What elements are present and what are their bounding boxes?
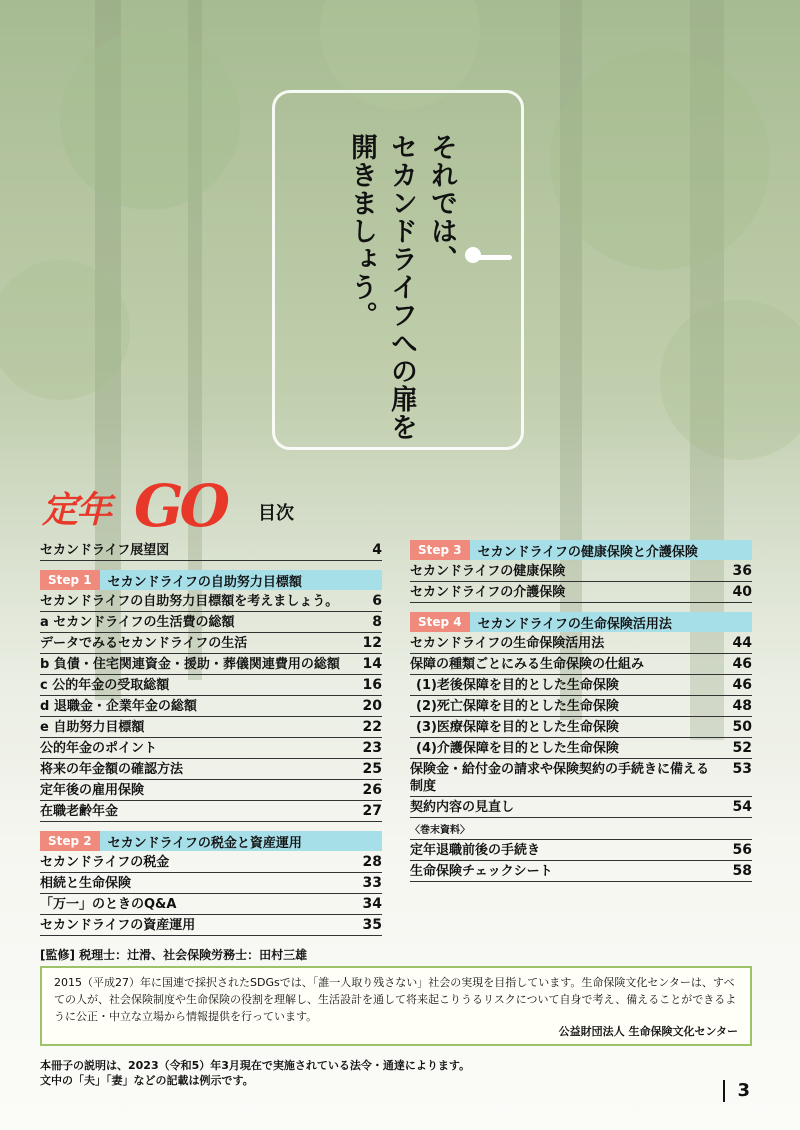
toc-entry-title: e 自助努力目標額 [40, 720, 145, 735]
toc-entry-page: 26 [362, 782, 382, 798]
toc-entry-title: 定年後の雇用保険 [40, 783, 145, 798]
toc-entry[interactable] [40, 738, 382, 759]
toc-entry[interactable] [410, 675, 752, 696]
toc-entry-title: a セカンドライフの生活費の総額 [40, 615, 235, 630]
toc-entry-page: 33 [362, 875, 382, 891]
toc-entry[interactable] [40, 873, 382, 894]
toc-entry-title: 保険金・給付金の請求や保険契約の手続きに備える制度 [410, 762, 710, 794]
toc-entry[interactable] [410, 717, 752, 738]
toc-entry[interactable] [40, 540, 382, 561]
toc-entry[interactable] [40, 894, 382, 915]
footnote [40, 1058, 470, 1088]
toc-entry-title: 保障の種類ごとにみる生命保険の仕組み [410, 657, 645, 672]
toc-entry-title: 将来の年金額の確認方法 [40, 762, 184, 777]
hero-heading [341, 133, 461, 441]
step-3-title: セカンドライフの健康保険と介護保険 [477, 544, 698, 560]
toc-entry-title: セカンドライフの健康保険 [410, 564, 566, 579]
step-3-tag: Step 3 [410, 540, 470, 560]
toc-entry-page: 46 [732, 677, 752, 693]
footnote-line-2: 文中の「夫」「妻」などの記載は例示です。 [40, 1074, 254, 1087]
toc-entry-title: セカンドライフの介護保険 [410, 585, 566, 600]
toc-entry-title: b 負債・住宅関連資金・援助・葬儀関連費用の総額 [40, 657, 340, 672]
appendix-note: 〈巻末資料〉 [410, 818, 752, 840]
toc-entry[interactable] [40, 633, 382, 654]
toc-entry-page: 44 [732, 635, 752, 651]
toc-entry-title: 定年退職前後の手続き [410, 843, 541, 858]
toc-right-column [410, 540, 752, 882]
toc-entry-title: (3)医療保障を目的とした生命保険 [416, 720, 619, 735]
toc-entry-page: 54 [732, 799, 752, 815]
toc-entry[interactable] [40, 801, 382, 822]
logo-kanji: 定年 [42, 490, 111, 531]
toc-entry-page: 23 [362, 740, 382, 756]
toc-entry[interactable] [40, 654, 382, 675]
step-2-header [40, 831, 382, 851]
toc-heading: 目次 [258, 503, 294, 524]
toc-entry-page: 12 [362, 635, 382, 651]
toc-entry-title: 相続と生命保険 [40, 876, 132, 891]
toc-entry[interactable] [40, 759, 382, 780]
toc-entry-page: 56 [732, 842, 752, 858]
toc-entry[interactable] [410, 840, 752, 861]
sdgs-organization: 公益財団法人 生命保険文化センター [558, 1025, 738, 1038]
toc-entry[interactable] [40, 591, 382, 612]
hero-line-3: 開きましょう。 [346, 133, 377, 329]
toc-entry-title: 生命保険チェックシート [410, 864, 553, 879]
toc-entry-title: セカンドライフの税金 [40, 855, 170, 870]
toc-entry-title: (4)介護保障を目的とした生命保険 [416, 741, 619, 756]
toc-entry-title: 在職老齢年金 [40, 804, 119, 819]
toc-entry-title: (1)老後保障を目的とした生命保険 [416, 678, 619, 693]
toc-entry-page: 34 [362, 896, 382, 912]
toc-entry[interactable] [410, 561, 752, 582]
toc-entry-page: 27 [362, 803, 382, 819]
logo-go: GO [134, 472, 227, 540]
toc-entry[interactable] [40, 717, 382, 738]
toc-entry-page: 35 [362, 917, 382, 933]
toc-entry[interactable] [40, 852, 382, 873]
toc-entry-title: セカンドライフの生命保険活用法 [410, 636, 605, 651]
toc-entry-title: 契約内容の見直し [410, 800, 515, 815]
toc-entry-title: セカンドライフ展望図 [40, 543, 170, 558]
page-number: 3 [723, 1080, 750, 1102]
toc-entry-title: 「万一」のときのQ&A [40, 897, 177, 912]
toc-entry[interactable] [40, 696, 382, 717]
sdgs-text: 2015（平成27）年に国連で採択されたSDGsでは、「誰一人取り残さない」社会の実現を目指しています。生命保険文化センターは、すべての人が、社会保険制度や生命保険の役割を理解し、生活設計を通して将来起こりうるリスクについて自身で考え、備えることができるように公正・中立な立場から情報提供を行っています。 [54, 976, 737, 1023]
toc-entry-title: d 退職金・企業年金の総額 [40, 699, 197, 714]
toc-entry-page: 40 [732, 584, 752, 600]
step-1-tag: Step 1 [40, 570, 100, 590]
toc-entry-page: 16 [362, 677, 382, 693]
toc-entry-page: 28 [362, 854, 382, 870]
toc-entry[interactable] [410, 696, 752, 717]
toc-entry[interactable] [40, 675, 382, 696]
toc-left-column [40, 540, 382, 936]
toc-entry[interactable] [410, 797, 752, 818]
toc-entry[interactable] [410, 738, 752, 759]
step-2-tag: Step 2 [40, 831, 100, 851]
toc-entry-page: 4 [372, 542, 382, 558]
toc-entry-title: 公的年金のポイント [40, 741, 158, 756]
toc-entry[interactable] [410, 654, 752, 675]
toc-entry[interactable] [410, 861, 752, 882]
toc-entry-page: 52 [732, 740, 752, 756]
toc-entry-page: 25 [362, 761, 382, 777]
toc-entry[interactable] [410, 582, 752, 603]
teinen-go-logo [42, 472, 252, 540]
toc-entry-page: 58 [732, 863, 752, 879]
sdgs-notice-box [40, 966, 752, 1046]
toc-entry-page: 48 [732, 698, 752, 714]
toc-entry-title: セカンドライフの自助努力目標額を考えましょう。 [40, 594, 339, 609]
toc-entry[interactable] [40, 612, 382, 633]
toc-entry-title: c 公的年金の受取総額 [40, 678, 170, 693]
step-4-title: セカンドライフの生命保険活用法 [477, 616, 672, 632]
toc-entry-page: 22 [362, 719, 382, 735]
toc-entry-page: 14 [362, 656, 382, 672]
toc-entry-page: 46 [732, 656, 752, 672]
step-4-tag: Step 4 [410, 612, 470, 632]
toc-entry[interactable] [40, 780, 382, 801]
toc-entry-title: データでみるセカンドライフの生活 [40, 636, 248, 651]
hero-line-2: セカンドライフへの扉を [386, 133, 417, 441]
toc-entry-page: 53 [732, 761, 752, 777]
step-1-header [40, 570, 382, 590]
hero-line-1: それでは、 [426, 133, 457, 273]
toc-entry-title: (2)死亡保障を目的とした生命保険 [416, 699, 619, 714]
supervisor-credit: [監修] 税理士：辻滑、社会保険労務士：田村三雄 [40, 948, 308, 962]
step-2-title: セカンドライフの税金と資産運用 [107, 835, 302, 851]
toc-entry-title: セカンドライフの資産運用 [40, 918, 196, 933]
toc-entry-page: 50 [732, 719, 752, 735]
toc-entry[interactable] [410, 759, 752, 797]
footnote-line-1: 本冊子の説明は、2023（令和5）年3月現在で実施されている法令・通達によります。 [40, 1059, 471, 1072]
step-4-header [410, 612, 752, 632]
toc-entry-page: 8 [372, 614, 382, 630]
toc-entry-page: 36 [732, 563, 752, 579]
toc-entry-page: 20 [362, 698, 382, 714]
toc-entry-page: 6 [372, 593, 382, 609]
step-1-title: セカンドライフの自助努力目標額 [107, 574, 302, 590]
toc-entry[interactable] [410, 633, 752, 654]
door-handle-icon [470, 255, 512, 260]
step-3-header [410, 540, 752, 560]
title-door-frame [272, 90, 524, 450]
toc-entry[interactable] [40, 915, 382, 936]
